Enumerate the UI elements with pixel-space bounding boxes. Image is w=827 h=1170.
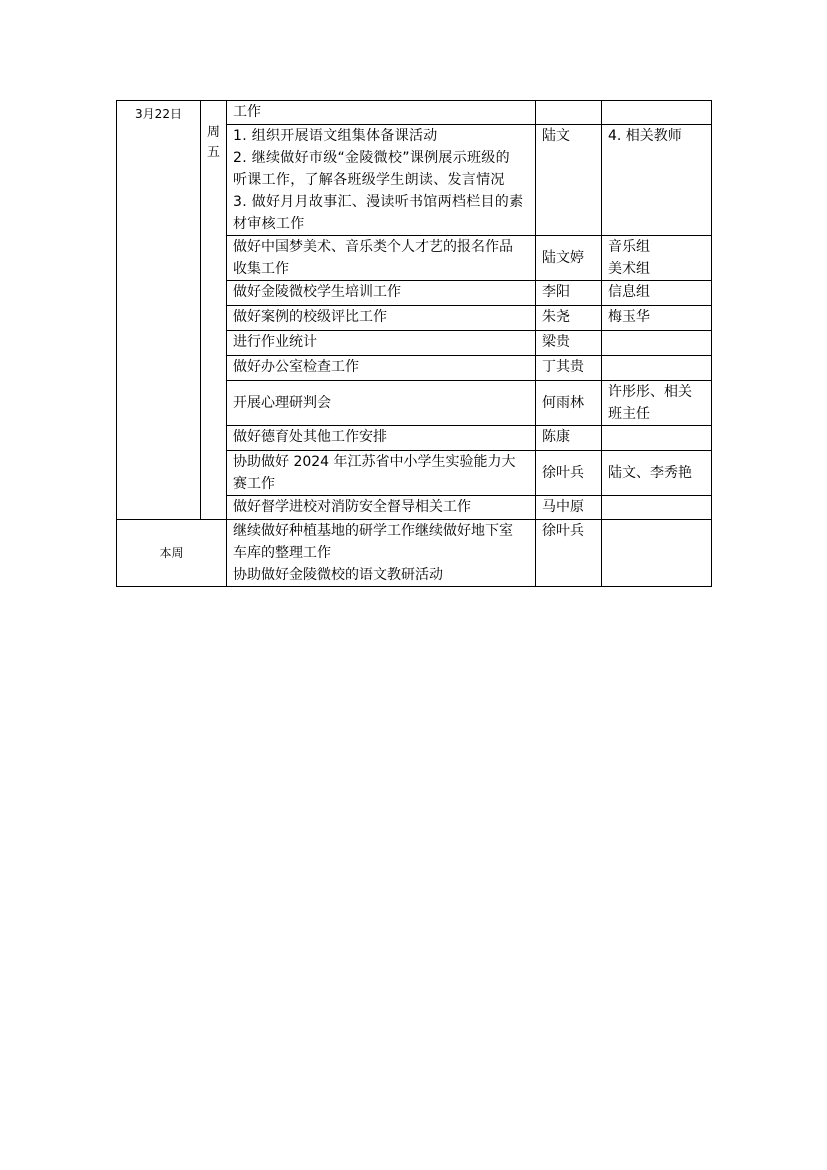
owner-name: 马中原 (542, 499, 584, 515)
owner-name: 梁贵 (542, 334, 570, 350)
task-line: 听课工作，了解各班级学生朗读、发言情况 (233, 172, 505, 188)
task-line: 3. 做好月月故事汇、漫读听书馆两档栏目的素 (233, 194, 524, 210)
weekday-char-1: 周 (206, 125, 220, 140)
task-cell (227, 331, 536, 356)
task-line: 做好中国梦美术、音乐类个人才艺的报名作品 (233, 239, 513, 255)
owner-cell (536, 331, 602, 356)
task-cell (227, 451, 536, 496)
owner-cell (536, 426, 602, 451)
coop-line: 班主任 (608, 406, 650, 422)
summary-label: 本周 (159, 546, 184, 560)
owner-name: 徐叶兵 (542, 523, 584, 539)
task-line: 工作 (233, 104, 261, 120)
owner-name: 何雨林 (542, 395, 584, 411)
owner-cell (536, 101, 602, 125)
task-line: 收集工作 (233, 261, 289, 277)
task-line: 做好督学进校对消防安全督导相关工作 (233, 499, 471, 515)
task-cell (227, 306, 536, 331)
owner-cell (536, 451, 602, 496)
task-line: 做好办公室检查工作 (233, 359, 359, 375)
task-cell (227, 426, 536, 451)
coop-cell (602, 125, 712, 236)
owner-name: 徐叶兵 (542, 465, 584, 481)
owner-name: 朱尧 (542, 309, 570, 325)
task-line: 协助做好金陵微校的语文教研活动 (233, 567, 443, 583)
owner-cell (536, 356, 602, 381)
task-cell (227, 356, 536, 381)
task-cell (227, 125, 536, 236)
owner-cell (536, 496, 602, 520)
owner-cell (536, 520, 602, 587)
coop-cell (602, 306, 712, 331)
coop-cell (602, 520, 712, 587)
owner-cell (536, 125, 602, 236)
summary-row (117, 520, 712, 587)
schedule-table (116, 100, 712, 587)
task-cell (227, 381, 536, 426)
task-line: 开展心理研判会 (233, 395, 331, 411)
owner-name: 丁其贵 (542, 359, 584, 375)
task-cell (227, 236, 536, 281)
coop-name: 信息组 (608, 284, 650, 300)
coop-cell (602, 451, 712, 496)
coop-cell (602, 281, 712, 306)
date-label: 3月22日 (135, 107, 182, 121)
weekday-cell (201, 101, 227, 520)
owner-name: 陈康 (542, 429, 570, 445)
coop-cell (602, 381, 712, 426)
coop-name: 陆文、李秀艳 (608, 465, 692, 481)
coop-line: 许彤彤、相关 (608, 384, 692, 400)
task-line: 2. 继续做好市级“金陵微校”课例展示班级的 (233, 150, 510, 166)
task-line: 材审核工作 (233, 216, 305, 232)
coop-cell (602, 426, 712, 451)
task-cell (227, 520, 536, 587)
owner-name: 李阳 (542, 284, 570, 300)
coop-cell (602, 496, 712, 520)
owner-name: 陆文 (542, 128, 570, 144)
table-row (117, 101, 712, 125)
coop-cell (602, 331, 712, 356)
owner-cell (536, 306, 602, 331)
task-line: 进行作业统计 (233, 334, 317, 350)
owner-cell (536, 281, 602, 306)
weekday-char-2: 五 (206, 145, 220, 160)
owner-name: 陆文婷 (542, 250, 584, 266)
task-line: 继续做好种植基地的研学工作继续做好地下室 (233, 523, 513, 539)
owner-cell (536, 381, 602, 426)
task-line: 做好金陵微校学生培训工作 (233, 284, 401, 300)
task-cell (227, 101, 536, 125)
task-cell (227, 281, 536, 306)
weekday-label (201, 123, 226, 163)
date-cell (117, 101, 201, 520)
coop-name: 梅玉华 (608, 309, 650, 325)
task-line: 协助做好 2024 年江苏省中小学生实验能力大 (233, 454, 516, 470)
task-cell (227, 496, 536, 520)
task-line: 做好案例的校级评比工作 (233, 309, 387, 325)
coop-cell (602, 356, 712, 381)
coop-cell (602, 236, 712, 281)
coop-cell (602, 101, 712, 125)
task-line: 做好德育处其他工作安排 (233, 429, 387, 445)
coop-name: 4. 相关教师 (608, 128, 682, 144)
task-line: 车库的整理工作 (233, 545, 331, 561)
task-line: 赛工作 (233, 476, 275, 492)
coop-line: 美术组 (608, 261, 650, 277)
owner-cell (536, 236, 602, 281)
coop-line: 音乐组 (608, 239, 650, 255)
task-line: 1. 组织开展语文组集体备课活动 (233, 128, 438, 144)
summary-label-cell (117, 520, 227, 587)
